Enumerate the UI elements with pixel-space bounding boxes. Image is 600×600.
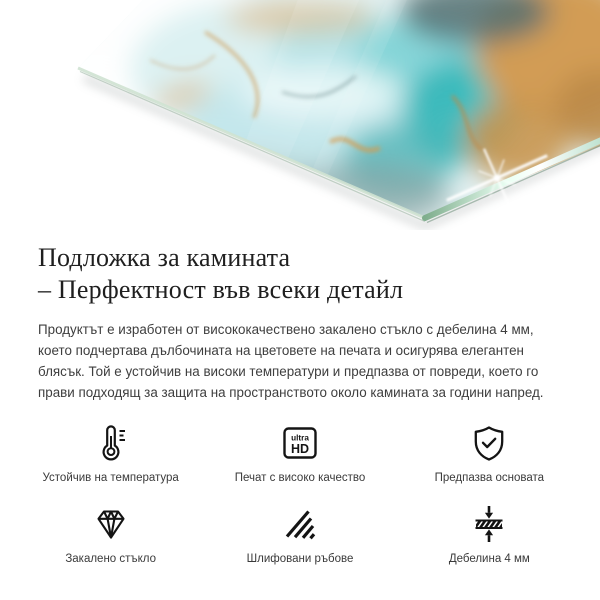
- feature-temperature: [16, 420, 205, 484]
- thickness-icon: [469, 501, 509, 547]
- feature-grid: [16, 420, 584, 565]
- feature-label: Печат с високо качество: [234, 471, 366, 484]
- glass-panel-photo: [0, 0, 600, 230]
- feature-protects-base: [395, 420, 584, 484]
- thermometer-icon: [91, 420, 131, 466]
- feature-print-quality: [205, 420, 394, 484]
- product-description: Продуктът е изработен от висококачествено закалено стъкло с дебелина 4 мм, което подчертава дълбочината на цветовете на печата и осигурява елегантен блясък. Той е устойчив на високи температури и предпазва от повреди, което го прави подходящ за защита на пространството около камината за години напред.: [38, 321, 544, 401]
- shield-check-icon: [469, 420, 509, 466]
- polished-edges-icon: [280, 501, 320, 547]
- title-line-1: Подложка за камината: [38, 243, 291, 272]
- feature-label: Дебелина 4 мм: [448, 552, 530, 565]
- svg-text:ultra: ultra: [291, 433, 309, 443]
- svg-text:HD: HD: [290, 441, 310, 456]
- content-section: [0, 242, 600, 565]
- feature-label: Устойчив на температура: [42, 471, 179, 484]
- feature-polished-edges: [205, 501, 394, 565]
- page-title: [38, 242, 562, 306]
- ultra-hd-icon: [280, 420, 320, 466]
- feature-label: Закалено стъкло: [65, 552, 156, 565]
- title-line-2: – Перфектност във всеки детайл: [38, 274, 404, 304]
- panel-art: [0, 0, 600, 230]
- feature-label: Предпазва основата: [434, 471, 545, 484]
- feature-tempered-glass: [16, 501, 205, 565]
- product-photo-section: [0, 0, 600, 230]
- feature-label: Шлифовани ръбове: [246, 552, 354, 565]
- diamond-icon: [91, 501, 131, 547]
- feature-thickness: [395, 501, 584, 565]
